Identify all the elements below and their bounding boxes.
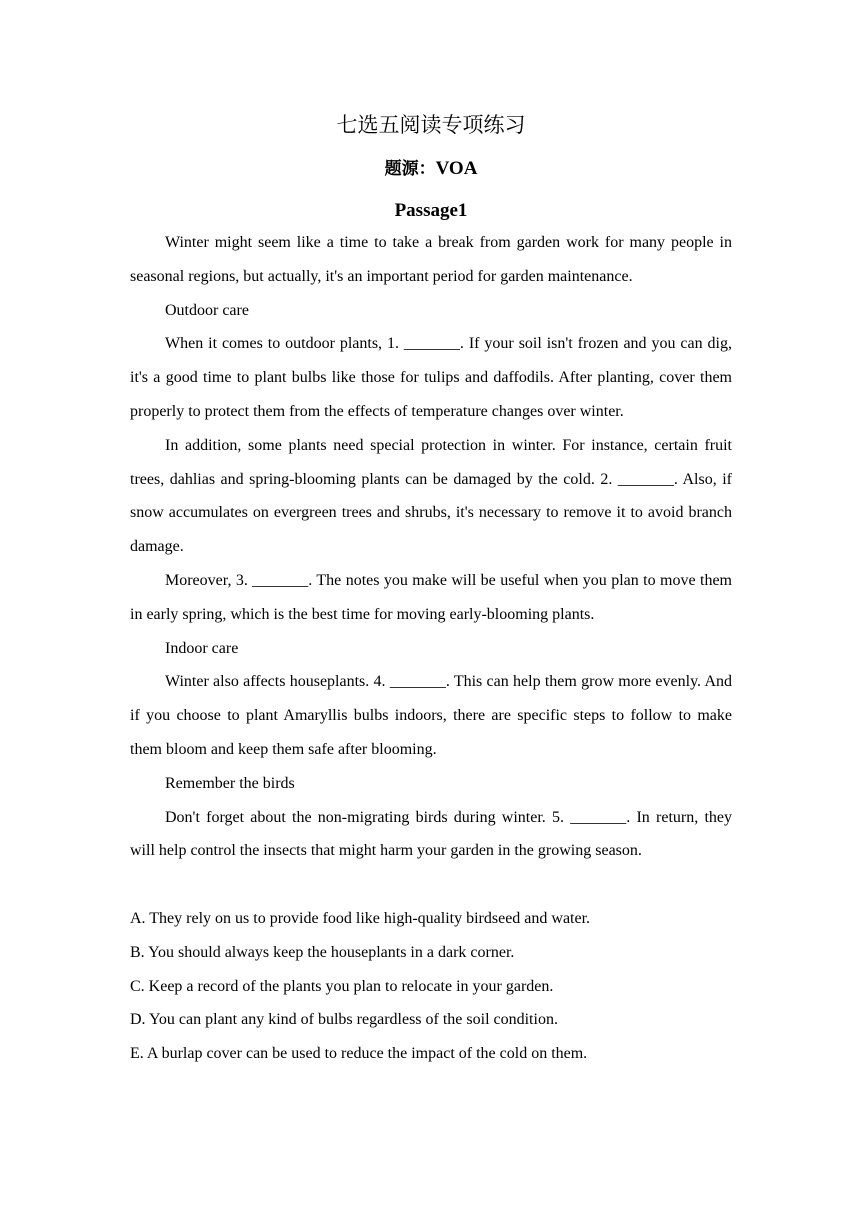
paragraph-outdoor-plants: When it comes to outdoor plants, 1. _______. If your soil isn't frozen and you can dig, it's a good time to plant bulbs like those for tulips and daffodils. After planting, cover them properly to protect them from the effects of temperature changes over winter. (130, 335, 732, 420)
option-b: B. You should always keep the houseplants in a dark corner. (130, 943, 515, 961)
passage-body (130, 226, 732, 1071)
paragraph-notes: Moreover, 3. _______. The notes you make will be useful when you plan to move them in early spring, which is the best time for moving early-blooming plants. (130, 571, 732, 623)
option-e: E. A burlap cover can be used to reduce the impact of the cold on them. (130, 1045, 588, 1063)
section-heading-indoor-care: Indoor care (165, 639, 239, 657)
paragraph-intro: Winter might seem like a time to take a break from garden work for many people in seasonal regions, but actually, it's an important period for garden maintenance. (130, 234, 732, 285)
section-heading-remember-birds: Remember the birds (165, 774, 295, 792)
source-line (130, 154, 732, 184)
option-d: D. You can plant any kind of bulbs regardless of the soil condition. (130, 1011, 558, 1029)
paragraph-special-protection: In addition, some plants need special protection in winter. For instance, certain fruit trees, dahlias and spring-blooming plants can be damaged by the cold. 2. _______. Also, if snow accumulates on evergreen trees and shrubs, it's necessary to remove it to avoid branch damage. (130, 436, 732, 556)
document-page (130, 110, 732, 1071)
section-heading-outdoor-care: Outdoor care (165, 301, 249, 319)
option-a: A. They rely on us to provide food like high-quality birdseed and water. (130, 909, 591, 927)
answer-options (130, 902, 732, 1071)
paragraph-birds: Don't forget about the non-migrating birds during winter. 5. _______. In return, they will help control the insects that might harm your garden in the growing season. (130, 808, 732, 860)
passage-title: Passage1 (394, 200, 468, 221)
source-label: 题源： (384, 159, 436, 179)
option-c: C. Keep a record of the plants you plan to relocate in your garden. (130, 977, 554, 995)
paragraph-houseplants: Winter also affects houseplants. 4. _______. This can help them grow more evenly. And if you choose to plant Amaryllis bulbs indoors, there are specific steps to follow to make them bloom and keep them safe after blooming. (130, 673, 732, 758)
source-value: VOA (435, 158, 478, 179)
document-title: 七选五阅读专项练习 (336, 113, 526, 137)
